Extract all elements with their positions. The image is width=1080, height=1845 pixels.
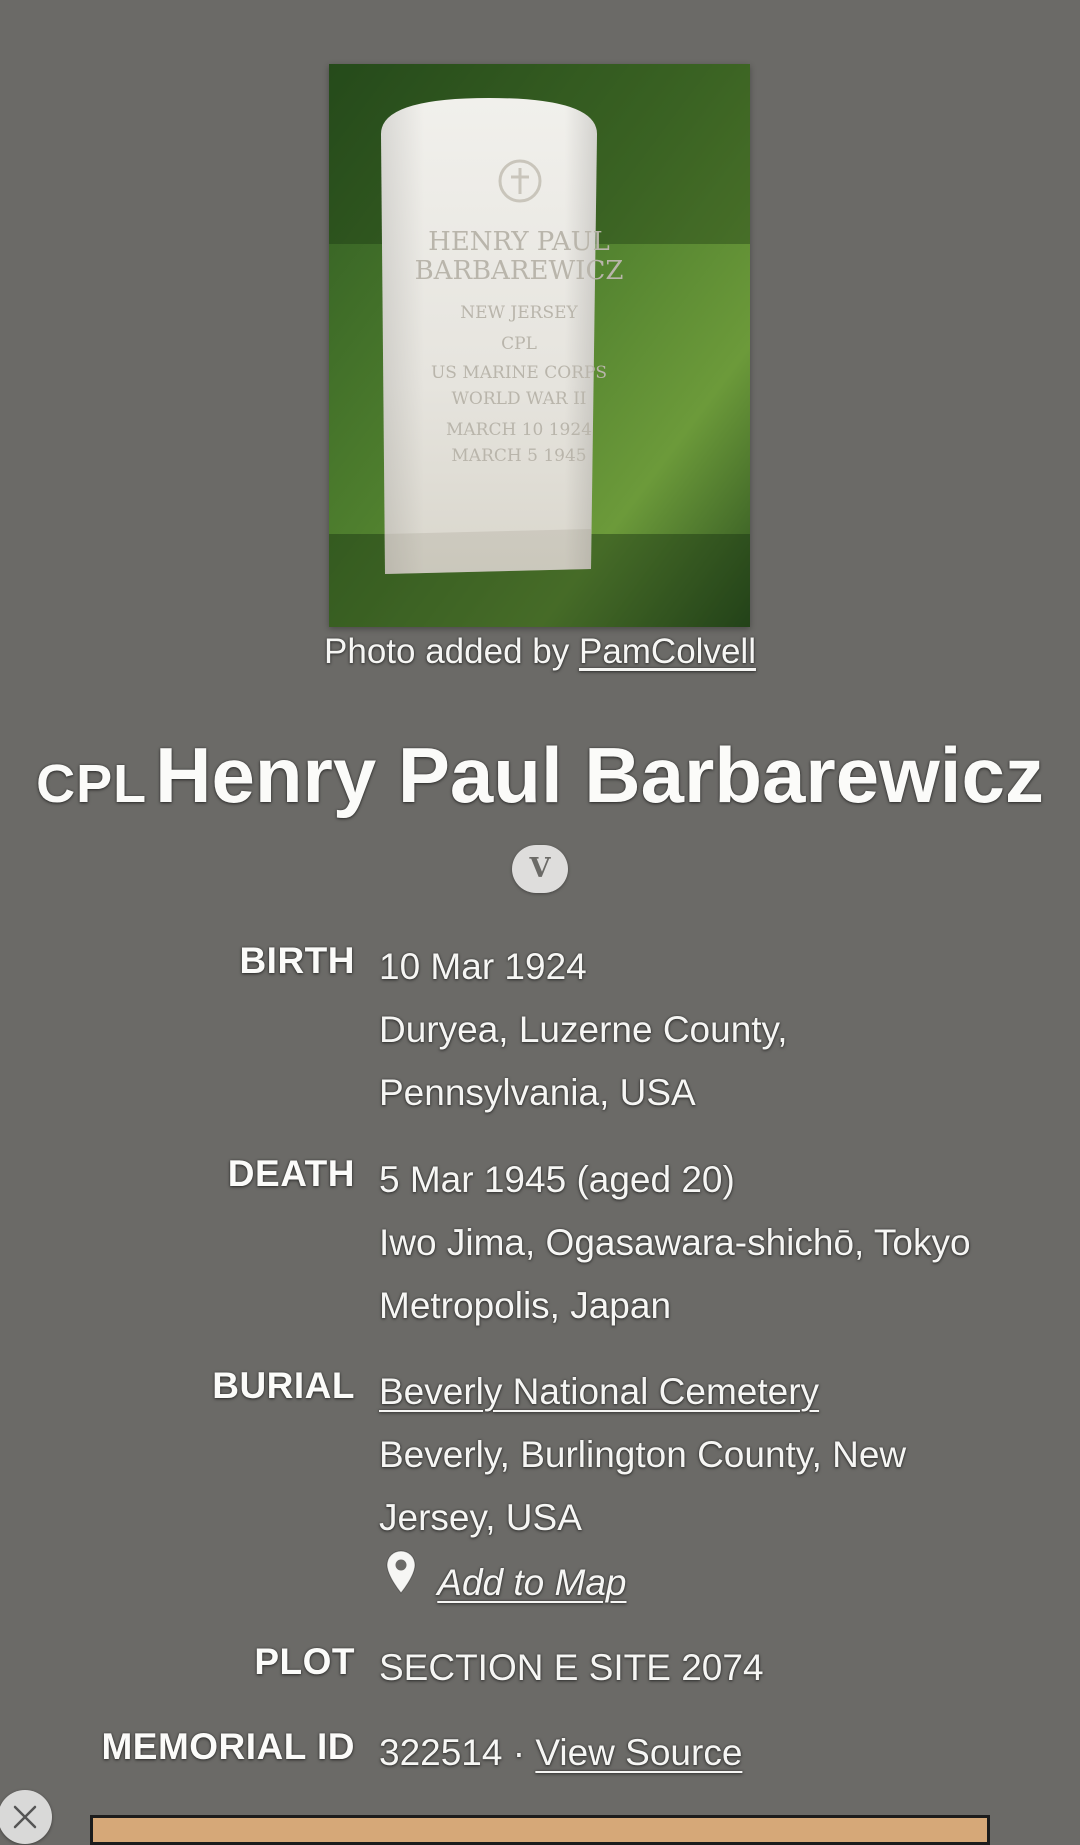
photo-contributor-link[interactable]: PamColvell: [578, 632, 756, 671]
rank-prefix: CPL: [36, 754, 148, 814]
birth-place-line1: Duryea, Luzerne County,: [379, 1009, 788, 1050]
plot-value: [379, 1636, 1029, 1699]
death-place-line1: Iwo Jima, Ogasawara-shichō, Tokyo: [379, 1222, 971, 1263]
memorial-name-heading: [0, 730, 1080, 821]
inscription-line: CPL: [501, 334, 537, 354]
inscription-line: US MARINE CORPS: [430, 363, 608, 383]
birth-value: [379, 935, 1029, 1124]
memorial-id-separator: ·: [502, 1732, 536, 1773]
burial-label: BURIAL: [212, 1365, 355, 1406]
veteran-icon[interactable]: V: [512, 845, 568, 893]
add-to-map-link[interactable]: Add to Map: [437, 1562, 627, 1603]
birth-label: BIRTH: [239, 940, 355, 981]
inscription-line: WORLD WAR II: [451, 389, 587, 409]
inscription-line: MARCH 10 1924: [445, 420, 593, 440]
memorial-id-number: 322514: [379, 1732, 503, 1773]
plot-label: PLOT: [254, 1641, 355, 1682]
inscription-line: NEW JERSEY: [460, 303, 578, 323]
birth-place-line2: Pennsylvania, USA: [379, 1072, 696, 1113]
inscription-line: MARCH 5 1945: [451, 446, 587, 466]
cemetery-link[interactable]: Beverly National Cemetery: [379, 1371, 820, 1412]
death-value: [379, 1148, 1029, 1337]
ad-banner[interactable]: [90, 1815, 990, 1845]
birth-date: 10 Mar 1924: [379, 946, 587, 987]
burial-place-line2: Jersey, USA: [379, 1497, 582, 1538]
memorial-id-label: MEMORIAL ID: [101, 1726, 355, 1767]
close-ad-button[interactable]: [0, 1790, 52, 1844]
death-date: 5 Mar 1945 (aged 20): [379, 1159, 735, 1200]
map-pin-icon: [385, 1549, 417, 1595]
death-label: DEATH: [227, 1153, 355, 1194]
inscription-line: HENRY PAUL: [428, 227, 610, 257]
photo-caption-prefix: Photo added by: [324, 632, 579, 671]
inscription-line: BARBAREWICZ: [414, 256, 624, 286]
burial-value: [379, 1360, 1029, 1614]
add-to-map-row[interactable]: [379, 1549, 1029, 1614]
person-name: Henry Paul Barbarewicz: [155, 731, 1044, 819]
plot-text: SECTION E SITE 2074: [379, 1647, 764, 1688]
death-place-line2: Metropolis, Japan: [379, 1285, 672, 1326]
memorial-id-value: [379, 1721, 1029, 1784]
burial-place-line1: Beverly, Burlington County, New: [379, 1434, 907, 1475]
headstone-photo[interactable]: [329, 64, 750, 627]
view-source-link[interactable]: View Source: [535, 1732, 743, 1773]
close-icon: [10, 1802, 40, 1832]
photo-caption: [0, 632, 1080, 672]
headstone-image: [329, 64, 750, 627]
